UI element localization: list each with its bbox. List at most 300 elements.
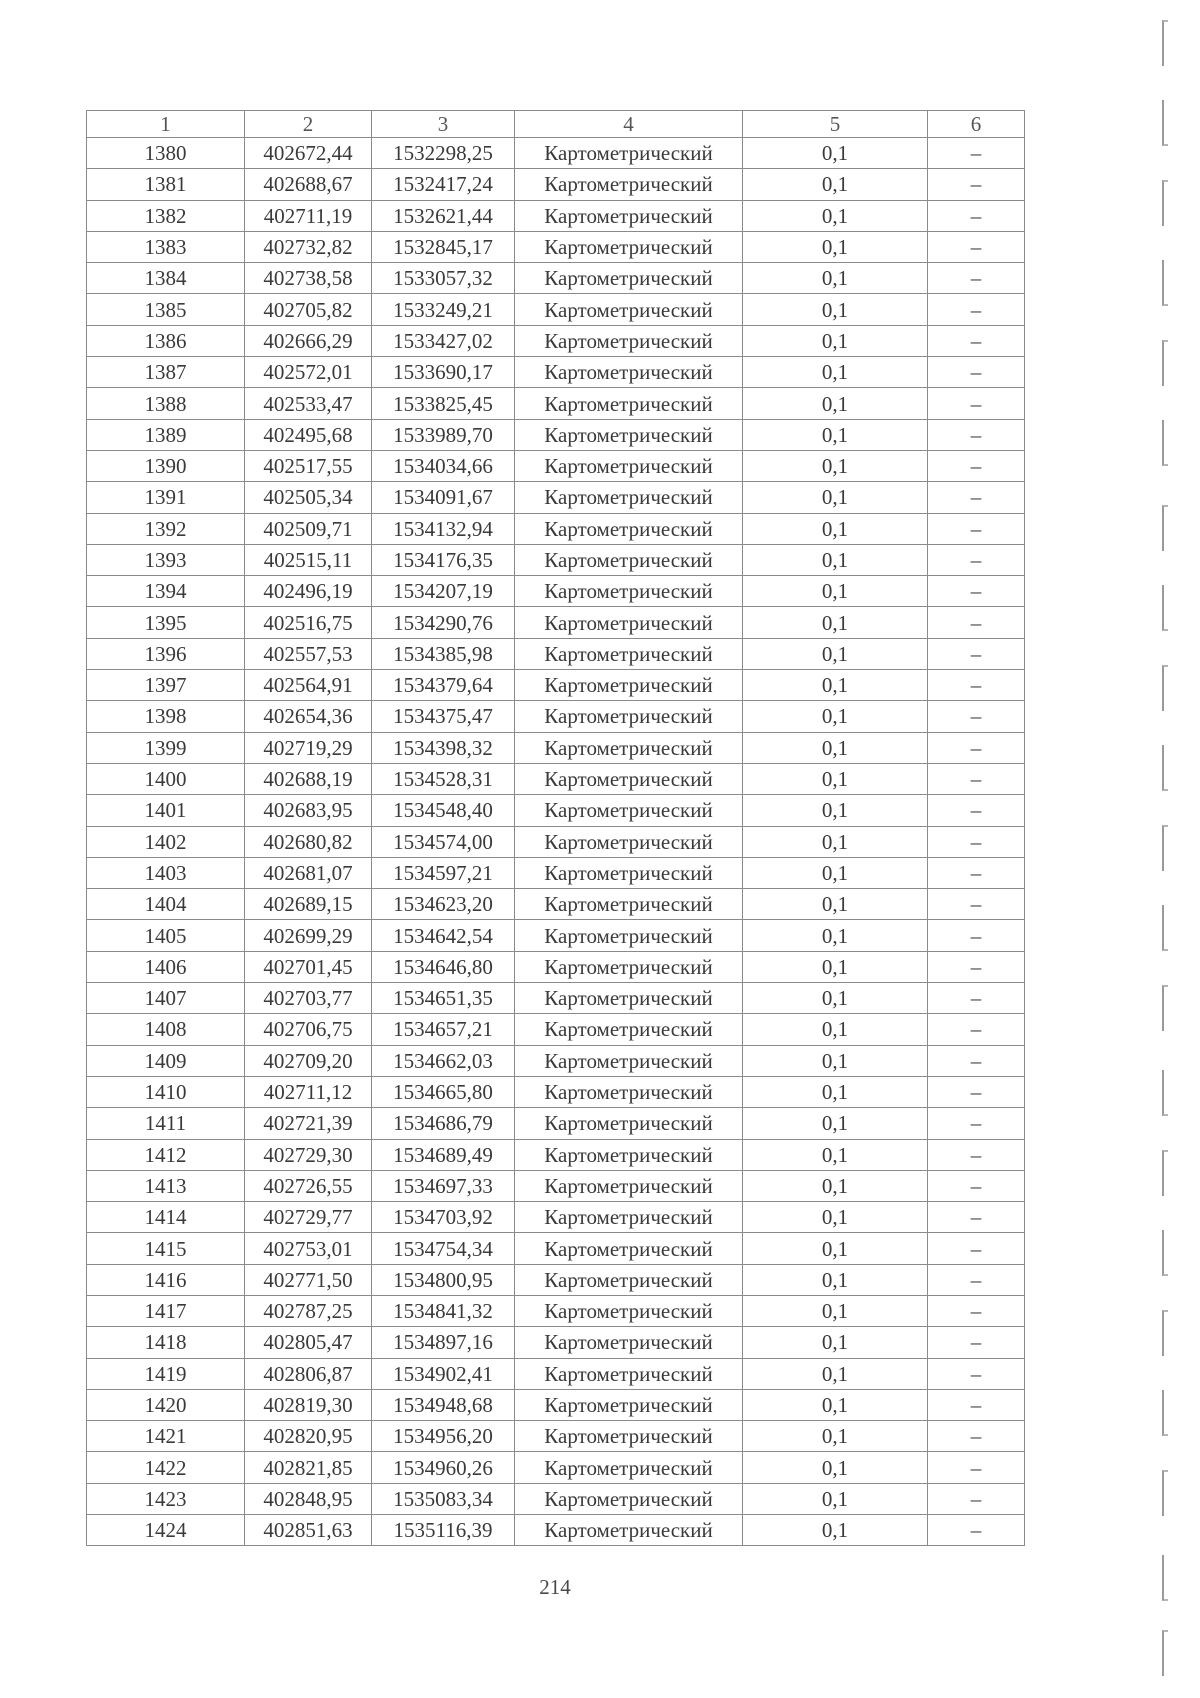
accuracy-cell: 0,1 bbox=[743, 513, 928, 544]
method-cell: Картометрический bbox=[515, 1264, 743, 1295]
x-coordinate-cell: 402726,55 bbox=[245, 1170, 372, 1201]
point-number-cell: 1396 bbox=[87, 638, 245, 669]
x-coordinate-cell: 402771,50 bbox=[245, 1264, 372, 1295]
accuracy-cell: 0,1 bbox=[743, 638, 928, 669]
x-coordinate-cell: 402848,95 bbox=[245, 1483, 372, 1514]
table-header bbox=[87, 111, 1025, 138]
table-row bbox=[87, 795, 1025, 826]
table-row bbox=[87, 450, 1025, 481]
method-cell: Картометрический bbox=[515, 1076, 743, 1107]
accuracy-cell: 0,1 bbox=[743, 1327, 928, 1358]
point-number-cell: 1421 bbox=[87, 1421, 245, 1452]
y-coordinate-cell: 1533057,32 bbox=[372, 263, 515, 294]
edge-mark bbox=[1162, 180, 1168, 226]
header-row bbox=[87, 111, 1025, 138]
method-cell: Картометрический bbox=[515, 544, 743, 575]
x-coordinate-cell: 402689,15 bbox=[245, 889, 372, 920]
y-coordinate-cell: 1534956,20 bbox=[372, 1421, 515, 1452]
y-coordinate-cell: 1534642,54 bbox=[372, 920, 515, 951]
accuracy-cell: 0,1 bbox=[743, 920, 928, 951]
point-number-cell: 1404 bbox=[87, 889, 245, 920]
accuracy-cell: 0,1 bbox=[743, 1295, 928, 1326]
edge-mark bbox=[1162, 825, 1168, 871]
accuracy-cell: 0,1 bbox=[743, 1139, 928, 1170]
coordinates-table bbox=[86, 110, 1025, 1546]
accuracy-cell: 0,1 bbox=[743, 1076, 928, 1107]
accuracy-cell: 0,1 bbox=[743, 419, 928, 450]
y-coordinate-cell: 1534091,67 bbox=[372, 482, 515, 513]
x-coordinate-cell: 402505,34 bbox=[245, 482, 372, 513]
edge-mark bbox=[1162, 420, 1168, 466]
note-cell: – bbox=[928, 325, 1025, 356]
scan-edge-marks bbox=[1140, 0, 1200, 1698]
note-cell: – bbox=[928, 513, 1025, 544]
x-coordinate-cell: 402666,29 bbox=[245, 325, 372, 356]
accuracy-cell: 0,1 bbox=[743, 263, 928, 294]
table-row bbox=[87, 1389, 1025, 1420]
x-coordinate-cell: 402703,77 bbox=[245, 983, 372, 1014]
note-cell: – bbox=[928, 1515, 1025, 1546]
edge-mark bbox=[1162, 1555, 1168, 1601]
note-cell: – bbox=[928, 1202, 1025, 1233]
method-cell: Картометрический bbox=[515, 1327, 743, 1358]
method-cell: Картометрический bbox=[515, 951, 743, 982]
table-row bbox=[87, 1045, 1025, 1076]
table-row bbox=[87, 763, 1025, 794]
table-row bbox=[87, 1421, 1025, 1452]
table-row bbox=[87, 1483, 1025, 1514]
x-coordinate-cell: 402805,47 bbox=[245, 1327, 372, 1358]
table-row bbox=[87, 544, 1025, 575]
x-coordinate-cell: 402564,91 bbox=[245, 670, 372, 701]
y-coordinate-cell: 1533989,70 bbox=[372, 419, 515, 450]
x-coordinate-cell: 402706,75 bbox=[245, 1014, 372, 1045]
point-number-cell: 1382 bbox=[87, 200, 245, 231]
point-number-cell: 1386 bbox=[87, 325, 245, 356]
accuracy-cell: 0,1 bbox=[743, 1358, 928, 1389]
accuracy-cell: 0,1 bbox=[743, 450, 928, 481]
x-coordinate-cell: 402515,11 bbox=[245, 544, 372, 575]
point-number-cell: 1417 bbox=[87, 1295, 245, 1326]
y-coordinate-cell: 1533249,21 bbox=[372, 294, 515, 325]
point-number-cell: 1407 bbox=[87, 983, 245, 1014]
point-number-cell: 1402 bbox=[87, 826, 245, 857]
x-coordinate-cell: 402705,82 bbox=[245, 294, 372, 325]
accuracy-cell: 0,1 bbox=[743, 983, 928, 1014]
column-header-2: 2 bbox=[245, 111, 372, 138]
method-cell: Картометрический bbox=[515, 1139, 743, 1170]
note-cell: – bbox=[928, 983, 1025, 1014]
y-coordinate-cell: 1533825,45 bbox=[372, 388, 515, 419]
table-row bbox=[87, 1358, 1025, 1389]
point-number-cell: 1398 bbox=[87, 701, 245, 732]
accuracy-cell: 0,1 bbox=[743, 701, 928, 732]
method-cell: Картометрический bbox=[515, 1389, 743, 1420]
point-number-cell: 1416 bbox=[87, 1264, 245, 1295]
edge-mark bbox=[1162, 505, 1168, 551]
x-coordinate-cell: 402821,85 bbox=[245, 1452, 372, 1483]
y-coordinate-cell: 1534132,94 bbox=[372, 513, 515, 544]
edge-mark bbox=[1162, 260, 1168, 306]
table-row bbox=[87, 1139, 1025, 1170]
edge-mark bbox=[1162, 1630, 1168, 1676]
method-cell: Картометрический bbox=[515, 638, 743, 669]
table-row bbox=[87, 670, 1025, 701]
edge-mark bbox=[1162, 1390, 1168, 1436]
note-cell: – bbox=[928, 1076, 1025, 1107]
edge-mark bbox=[1162, 1230, 1168, 1276]
method-cell: Картометрический bbox=[515, 795, 743, 826]
x-coordinate-cell: 402557,53 bbox=[245, 638, 372, 669]
method-cell: Картометрический bbox=[515, 325, 743, 356]
note-cell: – bbox=[928, 357, 1025, 388]
note-cell: – bbox=[928, 638, 1025, 669]
edge-mark bbox=[1162, 905, 1168, 951]
point-number-cell: 1391 bbox=[87, 482, 245, 513]
x-coordinate-cell: 402787,25 bbox=[245, 1295, 372, 1326]
y-coordinate-cell: 1534385,98 bbox=[372, 638, 515, 669]
table-row bbox=[87, 1515, 1025, 1546]
note-cell: – bbox=[928, 1014, 1025, 1045]
x-coordinate-cell: 402729,30 bbox=[245, 1139, 372, 1170]
table-row bbox=[87, 983, 1025, 1014]
accuracy-cell: 0,1 bbox=[743, 1515, 928, 1546]
point-number-cell: 1387 bbox=[87, 357, 245, 388]
x-coordinate-cell: 402509,71 bbox=[245, 513, 372, 544]
x-coordinate-cell: 402688,19 bbox=[245, 763, 372, 794]
note-cell: – bbox=[928, 1327, 1025, 1358]
point-number-cell: 1385 bbox=[87, 294, 245, 325]
table-row bbox=[87, 701, 1025, 732]
method-cell: Картометрический bbox=[515, 1202, 743, 1233]
note-cell: – bbox=[928, 388, 1025, 419]
y-coordinate-cell: 1534574,00 bbox=[372, 826, 515, 857]
method-cell: Картометрический bbox=[515, 1014, 743, 1045]
x-coordinate-cell: 402516,75 bbox=[245, 607, 372, 638]
x-coordinate-cell: 402851,63 bbox=[245, 1515, 372, 1546]
method-cell: Картометрический bbox=[515, 1452, 743, 1483]
point-number-cell: 1408 bbox=[87, 1014, 245, 1045]
edge-mark bbox=[1162, 1310, 1168, 1356]
table-row bbox=[87, 607, 1025, 638]
method-cell: Картометрический bbox=[515, 701, 743, 732]
x-coordinate-cell: 402709,20 bbox=[245, 1045, 372, 1076]
x-coordinate-cell: 402533,47 bbox=[245, 388, 372, 419]
table-row bbox=[87, 1452, 1025, 1483]
point-number-cell: 1399 bbox=[87, 732, 245, 763]
column-header-1: 1 bbox=[87, 111, 245, 138]
y-coordinate-cell: 1534697,33 bbox=[372, 1170, 515, 1201]
method-cell: Картометрический bbox=[515, 1295, 743, 1326]
note-cell: – bbox=[928, 1483, 1025, 1514]
point-number-cell: 1415 bbox=[87, 1233, 245, 1264]
table-row bbox=[87, 1295, 1025, 1326]
y-coordinate-cell: 1534703,92 bbox=[372, 1202, 515, 1233]
method-cell: Картометрический bbox=[515, 1483, 743, 1514]
y-coordinate-cell: 1534689,49 bbox=[372, 1139, 515, 1170]
edge-mark bbox=[1162, 745, 1168, 791]
method-cell: Картометрический bbox=[515, 670, 743, 701]
method-cell: Картометрический bbox=[515, 983, 743, 1014]
x-coordinate-cell: 402699,29 bbox=[245, 920, 372, 951]
x-coordinate-cell: 402806,87 bbox=[245, 1358, 372, 1389]
method-cell: Картометрический bbox=[515, 889, 743, 920]
table-row bbox=[87, 576, 1025, 607]
accuracy-cell: 0,1 bbox=[743, 544, 928, 575]
method-cell: Картометрический bbox=[515, 1421, 743, 1452]
x-coordinate-cell: 402711,12 bbox=[245, 1076, 372, 1107]
edge-mark bbox=[1162, 1070, 1168, 1116]
note-cell: – bbox=[928, 1358, 1025, 1389]
point-number-cell: 1381 bbox=[87, 169, 245, 200]
point-number-cell: 1410 bbox=[87, 1076, 245, 1107]
note-cell: – bbox=[928, 1170, 1025, 1201]
note-cell: – bbox=[928, 607, 1025, 638]
point-number-cell: 1394 bbox=[87, 576, 245, 607]
accuracy-cell: 0,1 bbox=[743, 607, 928, 638]
point-number-cell: 1390 bbox=[87, 450, 245, 481]
edge-mark bbox=[1162, 20, 1168, 66]
table-row bbox=[87, 826, 1025, 857]
table-row bbox=[87, 513, 1025, 544]
point-number-cell: 1411 bbox=[87, 1108, 245, 1139]
x-coordinate-cell: 402654,36 bbox=[245, 701, 372, 732]
point-number-cell: 1424 bbox=[87, 1515, 245, 1546]
point-number-cell: 1393 bbox=[87, 544, 245, 575]
y-coordinate-cell: 1532298,25 bbox=[372, 138, 515, 169]
accuracy-cell: 0,1 bbox=[743, 169, 928, 200]
table-row bbox=[87, 231, 1025, 262]
point-number-cell: 1388 bbox=[87, 388, 245, 419]
note-cell: – bbox=[928, 482, 1025, 513]
method-cell: Картометрический bbox=[515, 294, 743, 325]
table-row bbox=[87, 857, 1025, 888]
accuracy-cell: 0,1 bbox=[743, 325, 928, 356]
y-coordinate-cell: 1534651,35 bbox=[372, 983, 515, 1014]
note-cell: – bbox=[928, 951, 1025, 982]
y-coordinate-cell: 1532621,44 bbox=[372, 200, 515, 231]
point-number-cell: 1403 bbox=[87, 857, 245, 888]
y-coordinate-cell: 1534686,79 bbox=[372, 1108, 515, 1139]
y-coordinate-cell: 1534948,68 bbox=[372, 1389, 515, 1420]
page-number: 214 bbox=[539, 1575, 571, 1599]
edge-mark bbox=[1162, 665, 1168, 711]
x-coordinate-cell: 402721,39 bbox=[245, 1108, 372, 1139]
method-cell: Картометрический bbox=[515, 920, 743, 951]
method-cell: Картометрический bbox=[515, 1233, 743, 1264]
note-cell: – bbox=[928, 889, 1025, 920]
accuracy-cell: 0,1 bbox=[743, 1264, 928, 1295]
accuracy-cell: 0,1 bbox=[743, 857, 928, 888]
note-cell: – bbox=[928, 1295, 1025, 1326]
x-coordinate-cell: 402820,95 bbox=[245, 1421, 372, 1452]
note-cell: – bbox=[928, 1045, 1025, 1076]
y-coordinate-cell: 1534960,26 bbox=[372, 1452, 515, 1483]
accuracy-cell: 0,1 bbox=[743, 763, 928, 794]
point-number-cell: 1406 bbox=[87, 951, 245, 982]
accuracy-cell: 0,1 bbox=[743, 670, 928, 701]
x-coordinate-cell: 402711,19 bbox=[245, 200, 372, 231]
edge-mark bbox=[1162, 100, 1168, 146]
edge-mark bbox=[1162, 985, 1168, 1031]
accuracy-cell: 0,1 bbox=[743, 1389, 928, 1420]
accuracy-cell: 0,1 bbox=[743, 231, 928, 262]
table-row bbox=[87, 1233, 1025, 1264]
y-coordinate-cell: 1534902,41 bbox=[372, 1358, 515, 1389]
method-cell: Картометрический bbox=[515, 1170, 743, 1201]
x-coordinate-cell: 402738,58 bbox=[245, 263, 372, 294]
x-coordinate-cell: 402681,07 bbox=[245, 857, 372, 888]
point-number-cell: 1384 bbox=[87, 263, 245, 294]
method-cell: Картометрический bbox=[515, 607, 743, 638]
method-cell: Картометрический bbox=[515, 1515, 743, 1546]
point-number-cell: 1409 bbox=[87, 1045, 245, 1076]
edge-mark bbox=[1162, 340, 1168, 386]
y-coordinate-cell: 1534398,32 bbox=[372, 732, 515, 763]
method-cell: Картометрический bbox=[515, 857, 743, 888]
table-row bbox=[87, 1014, 1025, 1045]
x-coordinate-cell: 402517,55 bbox=[245, 450, 372, 481]
accuracy-cell: 0,1 bbox=[743, 826, 928, 857]
note-cell: – bbox=[928, 920, 1025, 951]
point-number-cell: 1419 bbox=[87, 1358, 245, 1389]
y-coordinate-cell: 1535083,34 bbox=[372, 1483, 515, 1514]
x-coordinate-cell: 402729,77 bbox=[245, 1202, 372, 1233]
y-coordinate-cell: 1534176,35 bbox=[372, 544, 515, 575]
x-coordinate-cell: 402688,67 bbox=[245, 169, 372, 200]
accuracy-cell: 0,1 bbox=[743, 951, 928, 982]
accuracy-cell: 0,1 bbox=[743, 1202, 928, 1233]
table-row bbox=[87, 951, 1025, 982]
method-cell: Картометрический bbox=[515, 169, 743, 200]
y-coordinate-cell: 1534657,21 bbox=[372, 1014, 515, 1045]
x-coordinate-cell: 402753,01 bbox=[245, 1233, 372, 1264]
y-coordinate-cell: 1532845,17 bbox=[372, 231, 515, 262]
y-coordinate-cell: 1534800,95 bbox=[372, 1264, 515, 1295]
method-cell: Картометрический bbox=[515, 388, 743, 419]
point-number-cell: 1395 bbox=[87, 607, 245, 638]
table-row bbox=[87, 732, 1025, 763]
x-coordinate-cell: 402719,29 bbox=[245, 732, 372, 763]
method-cell: Картометрический bbox=[515, 357, 743, 388]
method-cell: Картометрический bbox=[515, 513, 743, 544]
y-coordinate-cell: 1534375,47 bbox=[372, 701, 515, 732]
note-cell: – bbox=[928, 701, 1025, 732]
table-row bbox=[87, 138, 1025, 169]
note-cell: – bbox=[928, 1452, 1025, 1483]
x-coordinate-cell: 402683,95 bbox=[245, 795, 372, 826]
point-number-cell: 1412 bbox=[87, 1139, 245, 1170]
y-coordinate-cell: 1534646,80 bbox=[372, 951, 515, 982]
note-cell: – bbox=[928, 763, 1025, 794]
y-coordinate-cell: 1534597,21 bbox=[372, 857, 515, 888]
accuracy-cell: 0,1 bbox=[743, 1045, 928, 1076]
table-row bbox=[87, 889, 1025, 920]
method-cell: Картометрический bbox=[515, 826, 743, 857]
table-row bbox=[87, 200, 1025, 231]
y-coordinate-cell: 1534379,64 bbox=[372, 670, 515, 701]
accuracy-cell: 0,1 bbox=[743, 482, 928, 513]
table-row bbox=[87, 1076, 1025, 1107]
y-coordinate-cell: 1534841,32 bbox=[372, 1295, 515, 1326]
x-coordinate-cell: 402680,82 bbox=[245, 826, 372, 857]
method-cell: Картометрический bbox=[515, 482, 743, 513]
point-number-cell: 1420 bbox=[87, 1389, 245, 1420]
table-row bbox=[87, 638, 1025, 669]
table-row bbox=[87, 263, 1025, 294]
x-coordinate-cell: 402496,19 bbox=[245, 576, 372, 607]
table-row bbox=[87, 388, 1025, 419]
table-row bbox=[87, 419, 1025, 450]
point-number-cell: 1405 bbox=[87, 920, 245, 951]
method-cell: Картометрический bbox=[515, 419, 743, 450]
note-cell: – bbox=[928, 1421, 1025, 1452]
method-cell: Картометрический bbox=[515, 200, 743, 231]
x-coordinate-cell: 402495,68 bbox=[245, 419, 372, 450]
point-number-cell: 1422 bbox=[87, 1452, 245, 1483]
y-coordinate-cell: 1534665,80 bbox=[372, 1076, 515, 1107]
table-row bbox=[87, 1202, 1025, 1233]
method-cell: Картометрический bbox=[515, 732, 743, 763]
note-cell: – bbox=[928, 544, 1025, 575]
point-number-cell: 1389 bbox=[87, 419, 245, 450]
note-cell: – bbox=[928, 1264, 1025, 1295]
edge-mark bbox=[1162, 585, 1168, 631]
table-row bbox=[87, 920, 1025, 951]
method-cell: Картометрический bbox=[515, 1045, 743, 1076]
point-number-cell: 1414 bbox=[87, 1202, 245, 1233]
edge-mark bbox=[1162, 1470, 1168, 1516]
point-number-cell: 1400 bbox=[87, 763, 245, 794]
note-cell: – bbox=[928, 826, 1025, 857]
x-coordinate-cell: 402672,44 bbox=[245, 138, 372, 169]
accuracy-cell: 0,1 bbox=[743, 388, 928, 419]
table-row bbox=[87, 357, 1025, 388]
column-header-5: 5 bbox=[743, 111, 928, 138]
point-number-cell: 1418 bbox=[87, 1327, 245, 1358]
accuracy-cell: 0,1 bbox=[743, 294, 928, 325]
note-cell: – bbox=[928, 294, 1025, 325]
y-coordinate-cell: 1534207,19 bbox=[372, 576, 515, 607]
note-cell: – bbox=[928, 576, 1025, 607]
note-cell: – bbox=[928, 138, 1025, 169]
point-number-cell: 1401 bbox=[87, 795, 245, 826]
y-coordinate-cell: 1532417,24 bbox=[372, 169, 515, 200]
note-cell: – bbox=[928, 1108, 1025, 1139]
point-number-cell: 1380 bbox=[87, 138, 245, 169]
accuracy-cell: 0,1 bbox=[743, 1108, 928, 1139]
accuracy-cell: 0,1 bbox=[743, 138, 928, 169]
point-number-cell: 1397 bbox=[87, 670, 245, 701]
note-cell: – bbox=[928, 200, 1025, 231]
table-row bbox=[87, 1327, 1025, 1358]
accuracy-cell: 0,1 bbox=[743, 200, 928, 231]
accuracy-cell: 0,1 bbox=[743, 1421, 928, 1452]
method-cell: Картометрический bbox=[515, 231, 743, 262]
accuracy-cell: 0,1 bbox=[743, 1170, 928, 1201]
accuracy-cell: 0,1 bbox=[743, 1452, 928, 1483]
method-cell: Картометрический bbox=[515, 138, 743, 169]
note-cell: – bbox=[928, 169, 1025, 200]
accuracy-cell: 0,1 bbox=[743, 1014, 928, 1045]
table-row bbox=[87, 1108, 1025, 1139]
accuracy-cell: 0,1 bbox=[743, 795, 928, 826]
table-row bbox=[87, 482, 1025, 513]
point-number-cell: 1413 bbox=[87, 1170, 245, 1201]
table-row bbox=[87, 325, 1025, 356]
edge-mark bbox=[1162, 1150, 1168, 1196]
method-cell: Картометрический bbox=[515, 263, 743, 294]
